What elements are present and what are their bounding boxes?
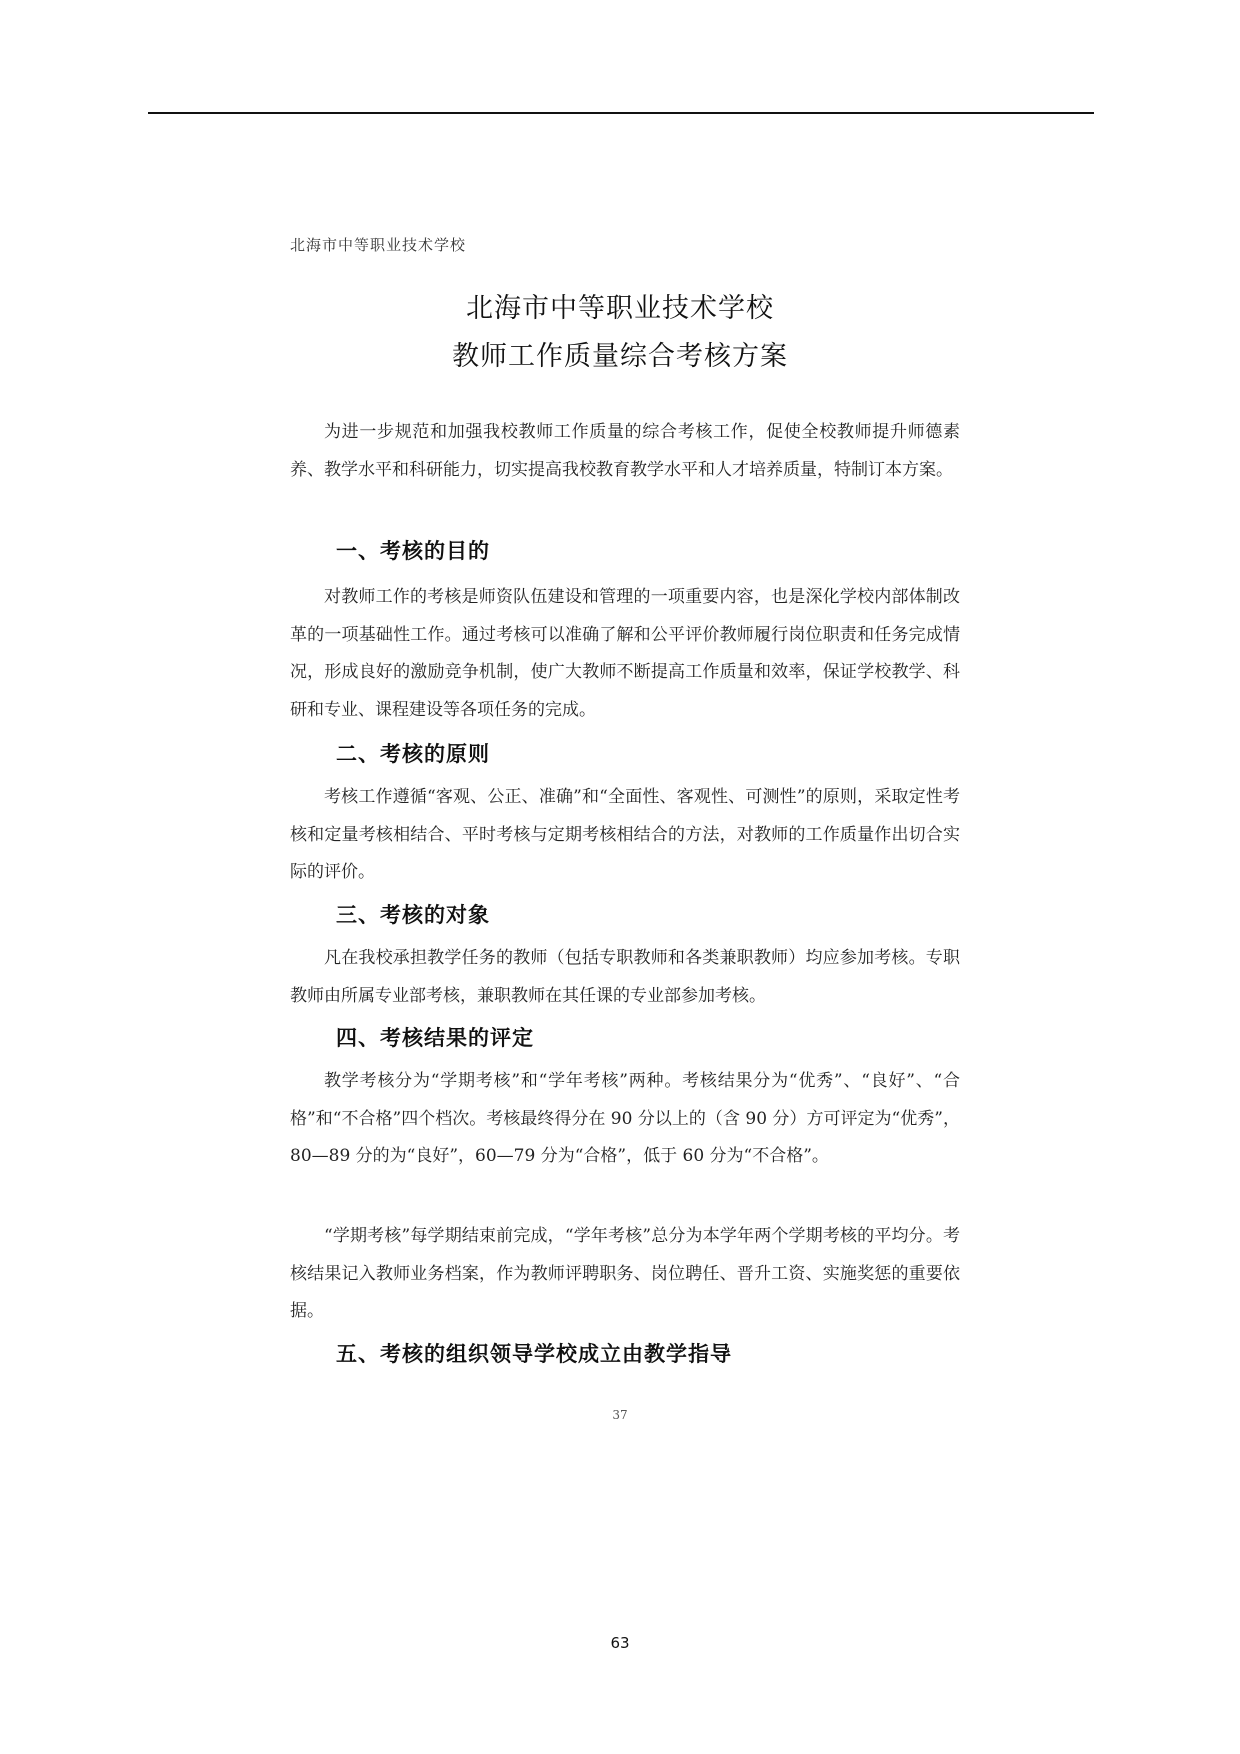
section-2-paragraph: 考核工作遵循“客观、公正、准确”和“全面性、客观性、可测性”的原则，采取定性考核和定量考核相结合、平时考核与定期考核相结合的方法，对教师的工作质量作出切合实际的评价。 (290, 787, 960, 882)
outer-page-number: 63 (610, 1634, 630, 1652)
title-line-2: 教师工作质量综合考核方案 (452, 341, 788, 372)
section-4-paragraph-1: 教学考核分为“学期考核”和“学年考核”两种。考核结果分为“优秀”、“良好”、“合格”和“不合格”四个档次。考核最终得分在 90 分以上的（含 90 分）方可评定为“优秀”，80—89 分的为“良好”，60—79 分为“合格”，低于 60 分为“不合格”。 (290, 1071, 960, 1166)
section-1-heading: 一、考核的目的 (336, 539, 490, 563)
section-4-heading: 四、考核结果的评定 (336, 1026, 534, 1050)
running-header: 北海市中等职业技术学校 (290, 236, 467, 254)
title-line-1: 北海市中等职业技术学校 (466, 293, 774, 324)
section-5-heading: 五、考核的组织领导学校成立由教学指导 (336, 1342, 732, 1366)
top-rule (148, 112, 1094, 114)
section-4-paragraph-2: “学期考核”每学期结束前完成，“学年考核”总分为本学年两个学期考核的平均分。考核结果记入教师业务档案，作为教师评聘职务、岗位聘任、晋升工资、实施奖惩的重要依据。 (290, 1226, 960, 1321)
inner-page-number: 37 (612, 1408, 628, 1422)
section-1-paragraph: 对教师工作的考核是师资队伍建设和管理的一项重要内容，也是深化学校内部体制改革的一项基础性工作。通过考核可以准确了解和公平评价教师履行岗位职责和任务完成情况，形成良好的激励竞争机制，使广大教师不断提高工作质量和效率，保证学校教学、科研和专业、课程建设等各项任务的完成。 (290, 587, 960, 720)
section-2-heading: 二、考核的原则 (336, 742, 490, 766)
section-3-paragraph: 凡在我校承担教学任务的教师（包括专职教师和各类兼职教师）均应参加考核。专职教师由所属专业部考核，兼职教师在其任课的专业部参加考核。 (290, 948, 960, 1006)
section-3-heading: 三、考核的对象 (336, 903, 490, 927)
intro-paragraph: 为进一步规范和加强我校教师工作质量的综合考核工作，促使全校教师提升师德素养、教学水平和科研能力，切实提高我校教育教学水平和人才培养质量，特制订本方案。 (290, 422, 960, 480)
